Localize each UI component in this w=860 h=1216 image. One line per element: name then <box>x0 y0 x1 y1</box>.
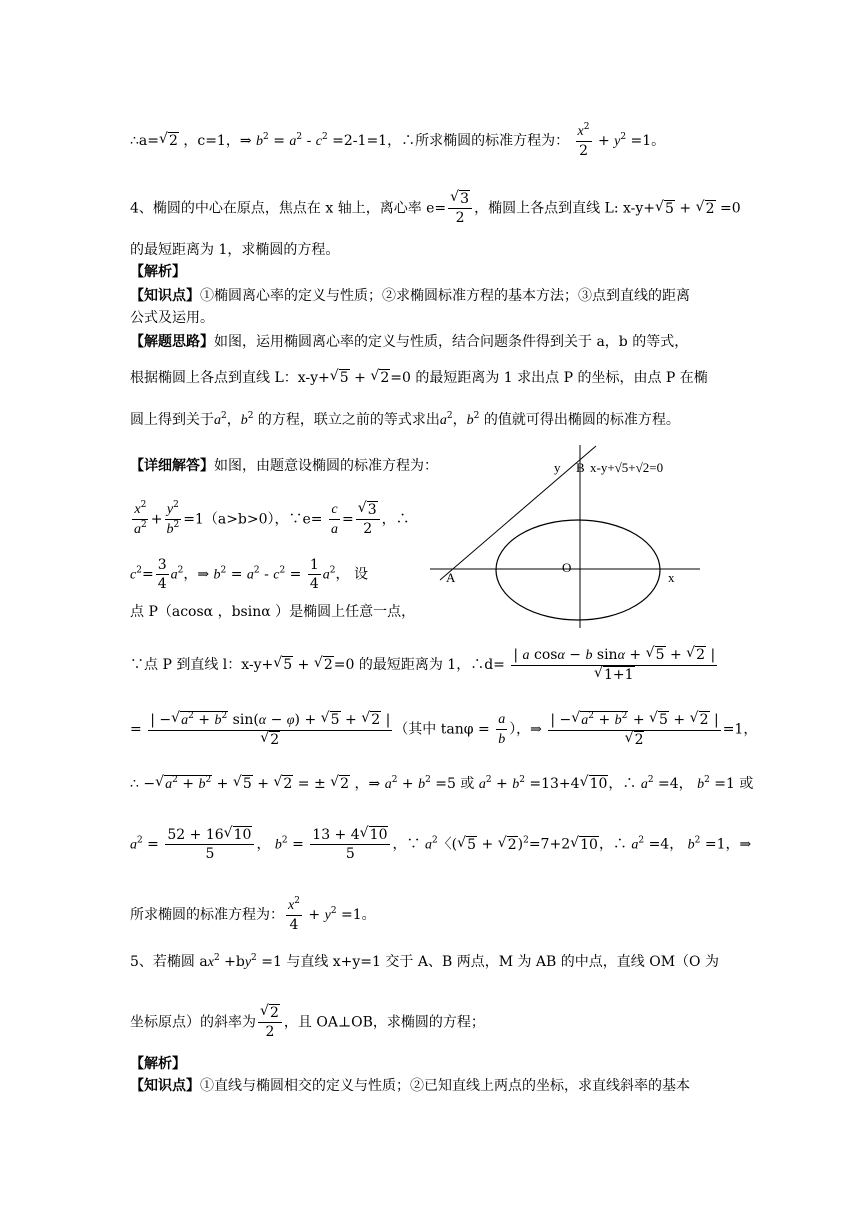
label-o: O <box>562 560 572 575</box>
label-line: x-y+√5+√2=0 <box>590 460 664 475</box>
problem4-jiexi-label: 【解析】 <box>130 264 186 280</box>
problem4-ellipse-eq: $\frac{x^2}{a^2}$ + $\frac{y^2}{b^2}$ =1（a>b>0），∵e= $\frac{c}{a}$ = √ $\frac{3}{2}$ ，∴ <box>130 500 410 539</box>
ellipse-figure <box>410 440 710 630</box>
problem4-approach: 【解题思路】如图，运用椭圆离心率的定义与性质，结合问题条件得到关于 a，b 的等式， <box>130 334 689 350</box>
problem4-knowledge-cont: 公式及运用。 <box>130 310 214 326</box>
prev-answer-line: ∴a=√ 2 ，c=1，⇒ $b^2 = a^2 - c^2 =2-1=1$，∴所求椭圆的标准方程为： $\frac{x^2}{2}$ + $y^2 =1$。 <box>130 122 665 160</box>
line-l <box>440 446 596 580</box>
problem4-alt-solution: $a^2$ = $\frac{52 + 16√ 10}{5}$ ， $b^2$ = $\frac{13 + 4√ 10}{5}$ ，∵ $a^2$〈(√ 5 + √ 2)$^2$=7+2√ 10，∴ $a^2 =4$， $b^2 =1$，⇒ <box>130 826 751 863</box>
problem4-solve-line: ∴ −√ $a^2 + b^2$ + √ 5 + √ 2 = ± √ 2 ，⇒ $a^2 + b^2 =5$ 或 $a^2 + b^2 =13+4√$ 10，∴ $a^2 =4$， $b^2 =1$ 或 <box>130 774 753 795</box>
problem5-statement-line2: 坐标原点）的斜率为 √ $\frac{2}{2}$ ，且 OA⊥OB，求椭圆的方程； <box>130 1004 485 1041</box>
problem4-c-squared: $c^2=$ $\frac{3}{4}$ $a^2$，⇒ $b^2 = a^2 - c^2$ = $\frac{1}{4}$ $a^2$， 设 <box>130 557 368 592</box>
problem4-final: 所求椭圆的标准方程为： $\frac{x^2}{4}$ + $y^2 =1$。 <box>130 896 376 933</box>
problem4-detail-intro: 【详细解答】如图，由题意设椭圆的标准方程为： <box>130 458 438 474</box>
problem5-knowledge: 【知识点】①直线与椭圆相交的定义与性质；②已知直线上两点的坐标，求直线斜率的基本 <box>130 1078 690 1094</box>
label-x: x <box>668 570 675 585</box>
problem5-statement-line1: 5、若椭圆 $ax^2 +by^2 =1$ 与直线 x+y=1 交于 A、B 两点，M 为 AB 的中点，直线 OM（O 为 <box>130 953 719 970</box>
label-y: y <box>554 460 561 475</box>
problem5-jiexi-label: 【解析】 <box>130 1056 186 1072</box>
ellipse-curve <box>496 520 660 620</box>
problem4-distance: ∵点 P 到直线 l：x-y+√ 5 + √ 2=0 的最短距离为 1，∴d= | a cosα − b sinα + √ 5 + √ 2 | √ 1+1 <box>130 646 719 684</box>
problem4-distance-simplified: = | −√ $a^2 + b^2$ sin(α − φ) + √ 5 + √ 2 | √ 2 （其中 tanφ = $\frac{a}{b}$ ），⇒ | −√ $a^2 + b^2$ + √ 5 + √ 2 | √ 2 =1， <box>130 710 757 749</box>
problem4-point-p: 点 P（acosα ，bsinα ）是椭圆上任意一点， <box>130 604 416 620</box>
problem4-knowledge: 【知识点】①椭圆离心率的定义与性质；②求椭圆标准方程的基本方法；③点到直线的距离 <box>130 288 690 304</box>
label-a: A <box>446 570 456 585</box>
label-b: B <box>576 460 585 475</box>
problem4-statement-line2: 的最短距离为 1，求椭圆的方程。 <box>130 242 340 258</box>
problem4-approach-line3: 圆上得到关于$a^2$，$b^2$ 的方程，联立之前的等式求出$a^2$，$b^2$ 的值就可得出椭圆的标准方程。 <box>130 411 680 428</box>
problem4-approach-line2: 根据椭圆上各点到直线 L：x-y+√ 5 + √ 2=0 的最短距离为 1 求出点 P 的坐标，由点 P 在椭 <box>130 368 708 388</box>
problem4-statement-line1: 4、椭圆的中心在原点，焦点在 x 轴上，离心率 e= √ $\frac{3}{2}$ ，椭圆上各点到直线 L: x-y+√ 5 + √ 2 =0 <box>130 190 741 227</box>
